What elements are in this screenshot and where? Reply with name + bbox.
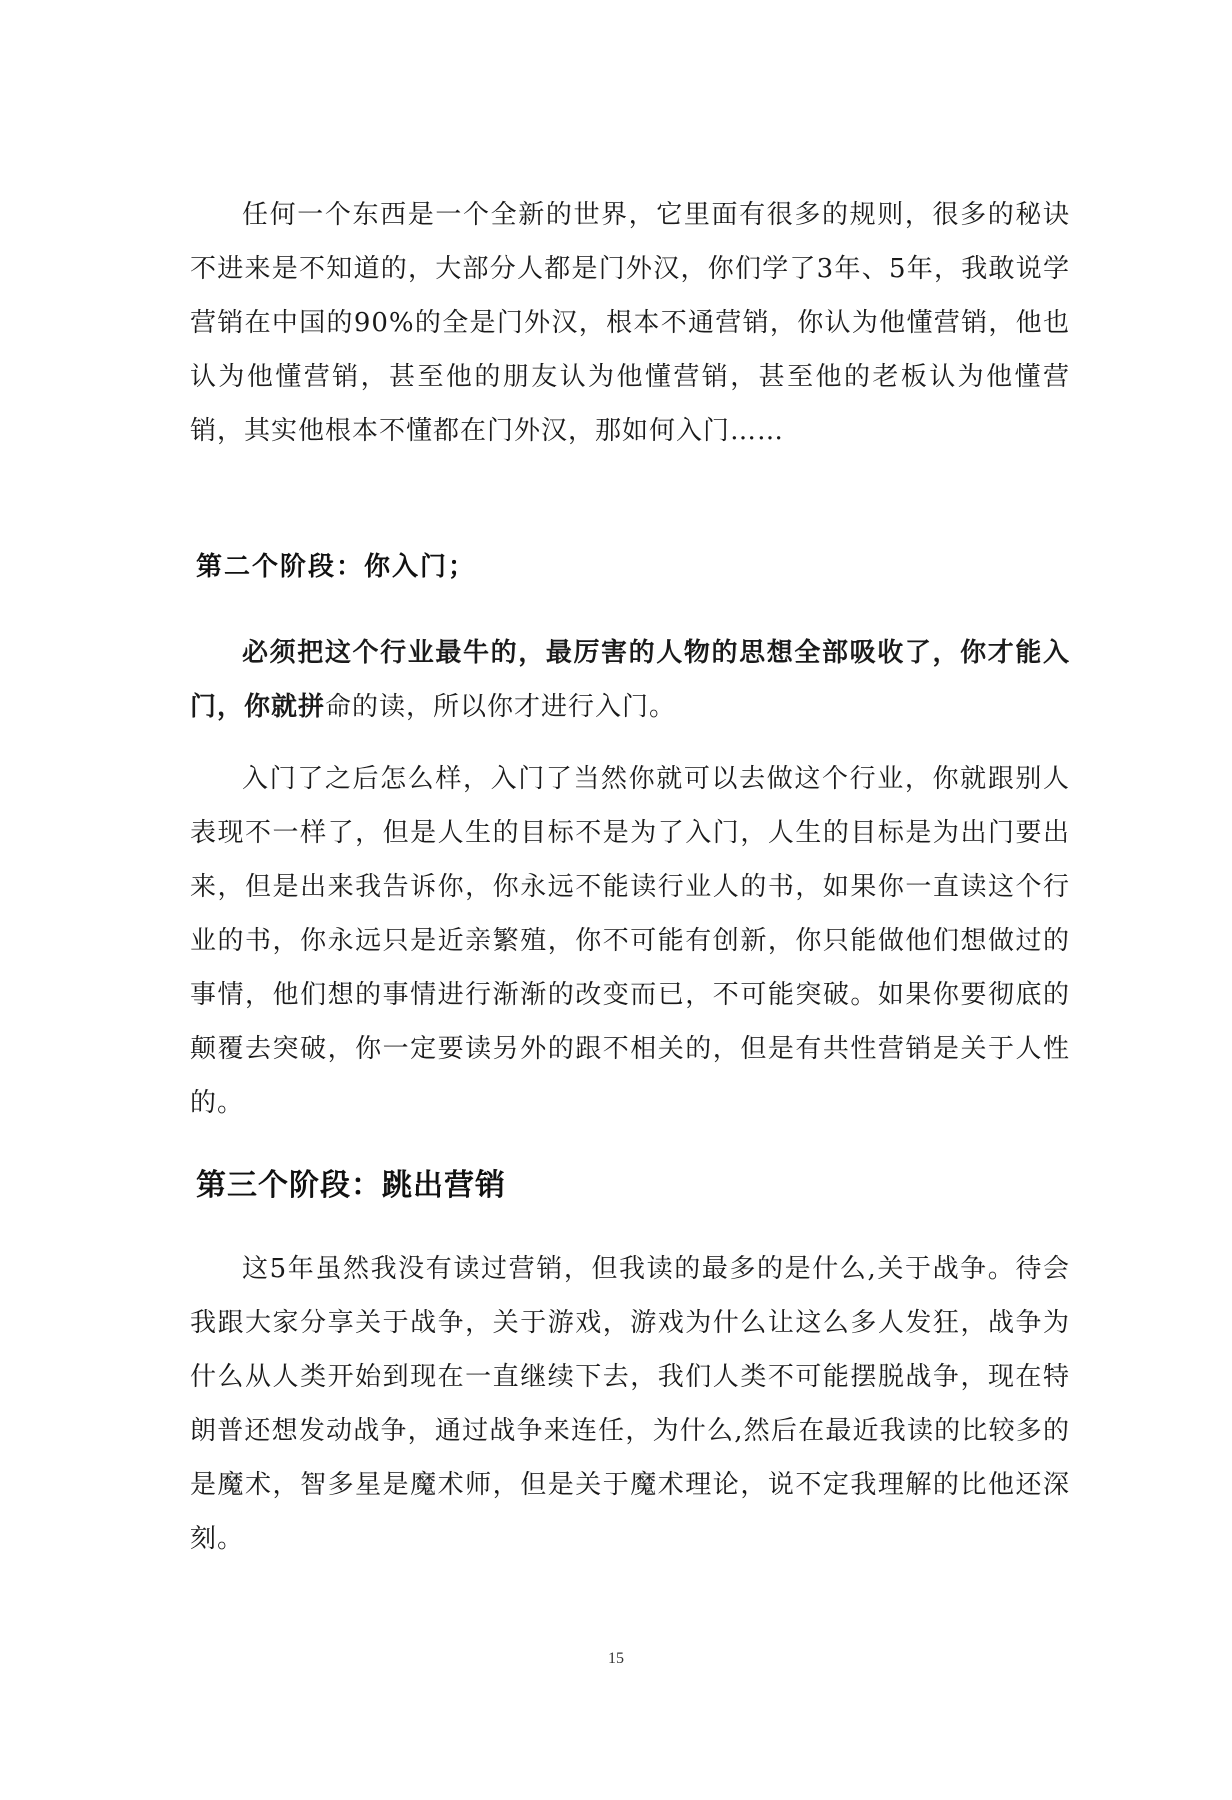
paragraph-stage-3: 这5年虽然我没有读过营销，但我读的最多的是什么,关于战争。待会我跟大家分享关于战争，关于游戏，游戏为什么让这么多人发狂，战争为什么从人类开始到现在一直继续下去，我们人类不可能摆脱战争，现在特朗普还想发动战争，通过战争来连任，为什么,然后在最近我读的比较多的是魔术，智多星是魔术师，但是关于魔术理论，说不定我理解的比他还深刻。 bbox=[190, 1254, 1070, 1554]
paragraph-stage-2-bold-lead: 必须把这个行业最牛的，最厉害的人物的思想全部吸收了，你才能入门，你就拼 bbox=[190, 638, 1070, 722]
section-heading-stage-2: 第二个阶段：你入门； bbox=[196, 552, 477, 582]
paragraph-after-entry: 入门了之后怎么样，入门了当然你就可以去做这个行业，你就跟别人表现不一样了，但是人生的目标不是为了入门，人生的目标是为出门要出来，但是出来我告诉你，你永远不能读行业人的书，如果你一直读这个行业的书，你永远只是近亲繁殖，你不可能有创新，你只能做他们想做过的事情，他们想的事情进行渐渐的改变而已，不可能突破。如果你要彻底的颠覆去突破，你一定要读另外的跟不相关的，但是有共性营销是关于人性的。 bbox=[190, 764, 1070, 1118]
paragraph-intro: 任何一个东西是一个全新的世界，它里面有很多的规则，很多的秘诀不进来是不知道的，大部分人都是门外汉，你们学了3年、5年，我敢说学营销在中国的90%的全是门外汉，根本不通营销，你认为他懂营销，他也认为他懂营销，甚至他的朋友认为他懂营销，甚至他的老板认为他懂营销，其实他根本不懂都在门外汉，那如何入门…… bbox=[190, 200, 1070, 446]
section-heading-stage-3: 第三个阶段：跳出营销 bbox=[196, 1168, 506, 1203]
paragraph-stage-2 bbox=[190, 626, 1070, 734]
paragraph-stage-2-rest: 命的读，所以你才进行入门。 bbox=[325, 692, 677, 722]
page-number: 15 bbox=[608, 1650, 624, 1667]
